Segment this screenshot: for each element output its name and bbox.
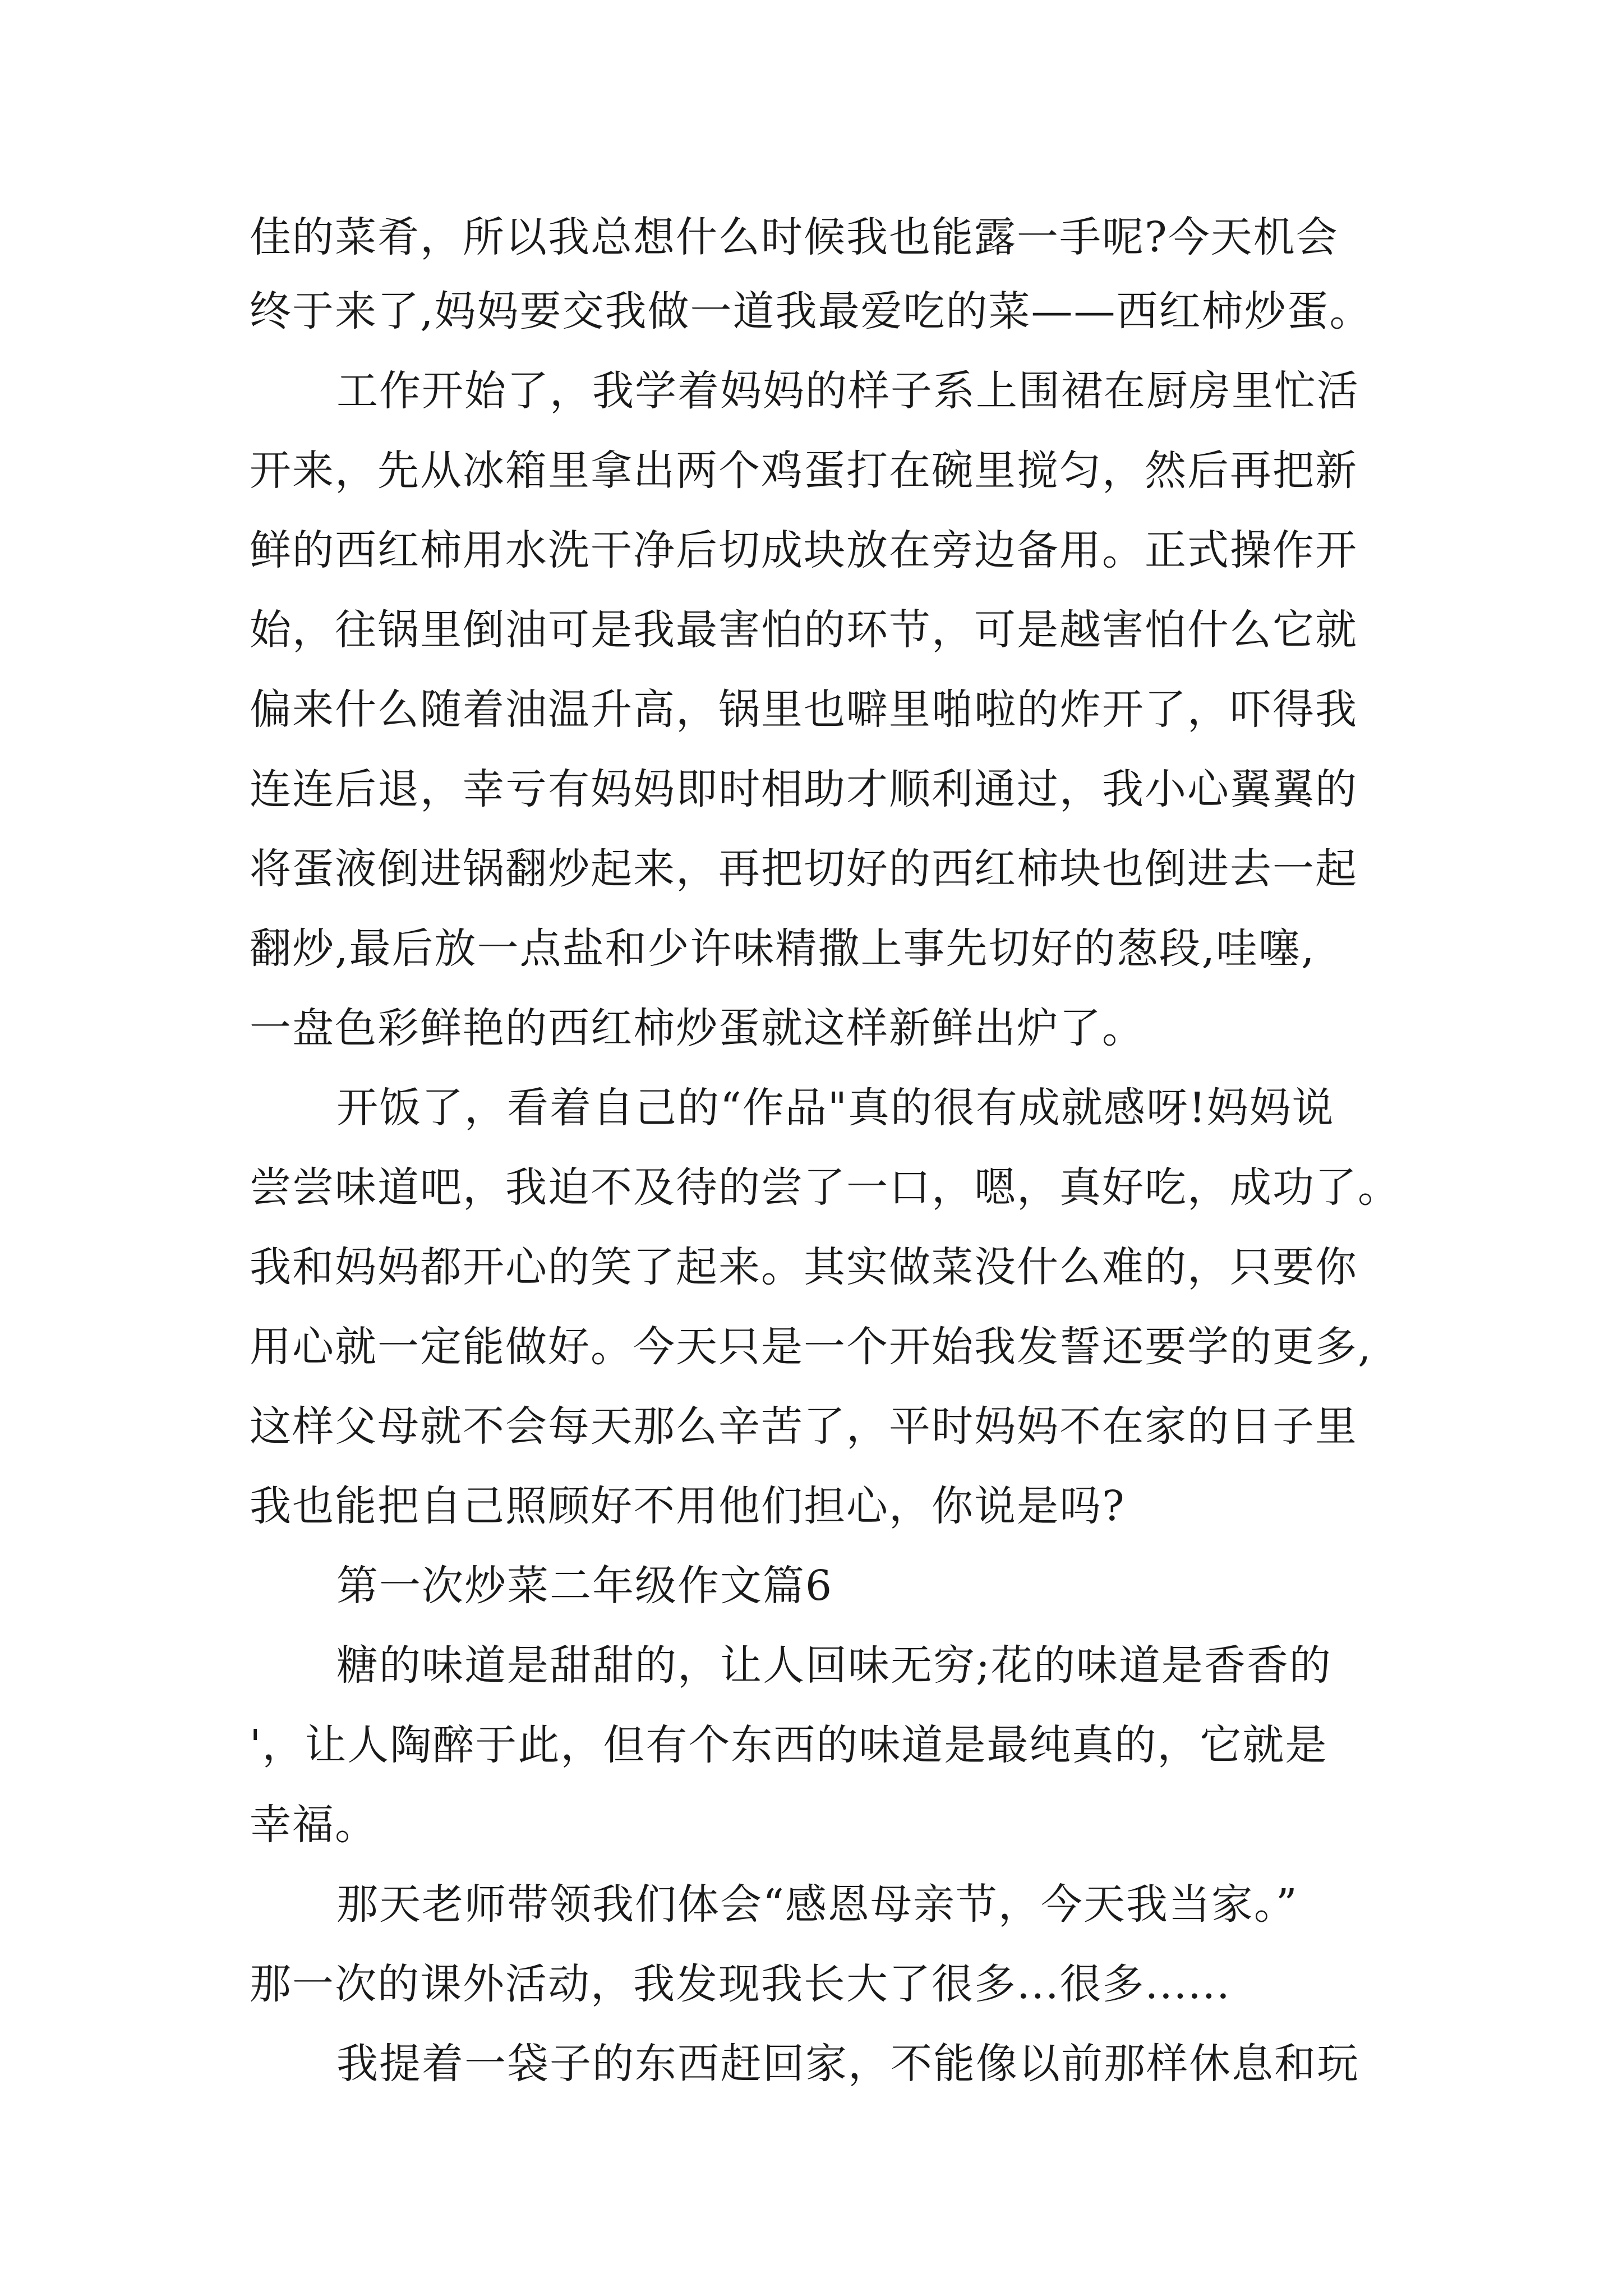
text-line-14: 我和妈妈都开心的笑了起来。其实做菜没什么难的，只要你 xyxy=(250,1243,1358,1291)
text-line-4: 开来，先从冰箱里拿出两个鸡蛋打在碗里搅匀，然后再把新 xyxy=(250,447,1358,495)
text-line-20: '，让人陶醉于此，但有个东西的味道是最纯真的，它就是 xyxy=(250,1721,1328,1769)
text-line-1: 佳的菜肴，所以我总想什么时候我也能露一手呢?今天机会 xyxy=(250,213,1339,261)
paragraph-line-3: 工作开始了，我学着妈妈的样子系上围裙在厨房里忙活 xyxy=(336,367,1359,415)
text-line-8: 连连后退，幸亏有妈妈即时相助才顺利通过，我小心翼翼的 xyxy=(250,765,1358,813)
text-line-15: 用心就一定能做好。今天只是一个开始我发誓还要学的更多, xyxy=(250,1323,1372,1371)
paragraph-line-24: 我提着一袋子的东西赶回家，不能像以前那样休息和玩 xyxy=(336,2040,1359,2088)
text-line-16: 这样父母就不会每天那么辛苦了，平时妈妈不在家的日子里 xyxy=(250,1402,1358,1451)
text-line-9: 将蛋液倒进锅翻炒起来，再把切好的西红柿块也倒进去一起 xyxy=(250,845,1358,893)
text-line-11: 一盘色彩鲜艳的西红柿炒蛋就这样新鲜出炉了。 xyxy=(250,1004,1145,1052)
text-line-7: 偏来什么随着油温升高，锅里也噼里啪啦的炸开了，吓得我 xyxy=(250,685,1358,734)
paragraph-line-22: 那天老师带领我们体会“感恩母亲节，今天我当家。” xyxy=(336,1880,1298,1929)
paragraph-line-19: 糖的味道是甜甜的，让人回味无穷;花的味道是香香的 xyxy=(336,1641,1332,1690)
text-line-2: 终于来了,妈妈要交我做一道我最爱吃的菜——西红柿炒蛋。 xyxy=(250,287,1372,335)
text-line-10: 翻炒,最后放一点盐和少许味精撒上事先切好的葱段,哇噻, xyxy=(250,924,1316,973)
text-line-5: 鲜的西红柿用水洗干净后切成块放在旁边备用。正式操作开 xyxy=(250,526,1358,574)
paragraph-line-12: 开饭了，看着自己的“作品"真的很有成就感呀!妈妈说 xyxy=(336,1084,1335,1132)
text-line-6: 始，往锅里倒油可是我最害怕的环节，可是越害怕什么它就 xyxy=(250,606,1358,654)
section-heading: 第一次炒菜二年级作文篇6 xyxy=(336,1562,833,1610)
text-line-23: 那一次的课外活动，我发现我长大了很多...很多...... xyxy=(250,1960,1231,2008)
text-line-21: 幸福。 xyxy=(250,1801,377,1849)
text-line-17: 我也能把自己照顾好不用他们担心，你说是吗? xyxy=(250,1482,1126,1530)
text-line-13: 尝尝味道吧，我迫不及待的尝了一口，嗯，真好吃，成功了。 xyxy=(250,1163,1400,1212)
